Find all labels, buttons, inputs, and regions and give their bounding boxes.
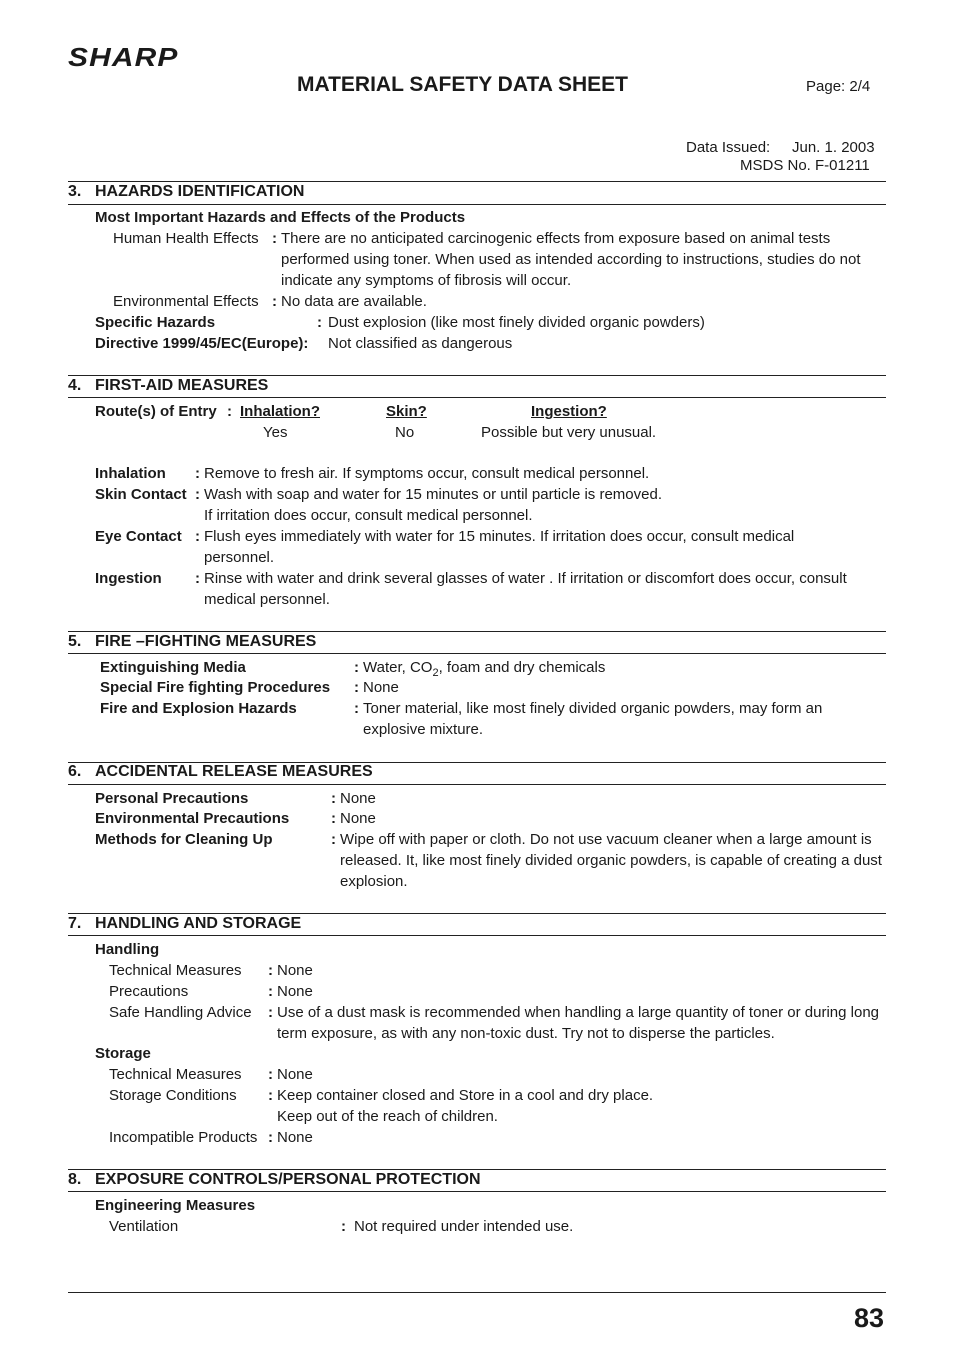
environmental-precautions-label: Environmental Precautions [95,810,290,827]
extinguishing-media-label: Extinguishing Media [100,659,246,676]
storage-subheading: Storage [95,1045,151,1062]
colon: : [331,810,336,827]
colon: : [272,293,277,310]
page-indicator: Page: 2/4 [806,78,871,95]
section-title: HANDLING AND STORAGE [95,915,302,932]
ingestion-label: Ingestion [95,570,162,587]
ventilation-label: Ventilation [109,1218,179,1235]
issued-label: Data Issued: [686,139,771,156]
section-divider [68,653,886,654]
colon: : [272,230,277,247]
route-of-entry-label: Route(s) of Entry [95,403,217,420]
sharp-logo: SHARP [68,42,179,72]
skin-contact-label: Skin Contact [95,486,187,503]
section-divider [68,375,886,376]
colon: : [227,403,232,420]
human-health-label: Human Health Effects [113,230,259,247]
special-procedures-text: None [363,679,399,696]
handling-technical-text: None [277,962,313,979]
section-divider [68,181,886,182]
incompatible-products-text: None [277,1129,313,1146]
personal-precautions-text: None [340,790,376,807]
section-divider [68,397,886,398]
colon: : [331,831,336,848]
section-divider [68,1191,886,1192]
issued-date: Jun. 1. 2003 [792,139,875,156]
section-6-heading [68,763,373,781]
inhalation-column-header: Inhalation? [240,403,320,420]
section-number: 4. [68,377,82,394]
colon: : [268,962,273,979]
skin-column-header: Skin? [386,403,427,420]
directive-label: Directive 1999/45/EC(Europe): [95,335,309,352]
page-number: 83 [853,1303,884,1333]
handling-technical-label: Technical Measures [109,962,242,979]
storage-conditions-text-2: Keep out of the reach of children. [277,1108,498,1125]
specific-hazards-label: Specific Hazards [95,314,216,331]
colon: : [195,465,200,482]
environmental-precautions-text: None [340,810,376,827]
inhalation-text: Remove to fresh air. If symptoms occur, consult medical personnel. [204,465,650,482]
storage-technical-label: Technical Measures [109,1066,242,1083]
section-7-heading [68,915,301,933]
section-title: ACCIDENTAL RELEASE MEASURES [95,763,373,780]
section-3-heading [68,183,304,201]
footer-divider [68,1292,886,1293]
inhalation-label: Inhalation [95,465,166,482]
document-title: MATERIAL SAFETY DATA SHEET [297,73,628,96]
section-4-heading [68,377,268,395]
msds-number: MSDS No. F-01211 [740,157,870,174]
section-divider [68,913,886,914]
section-number: 7. [68,915,82,932]
specific-hazards-text: Dust explosion (like most finely divided organic powders) [328,314,705,331]
section-title: HAZARDS IDENTIFICATION [95,183,305,200]
section-title: EXPOSURE CONTROLS/PERSONAL PROTECTION [95,1171,481,1188]
skin-contact-text-2: If irritation does occur, consult medical personnel. [204,507,533,524]
human-health-text: There are no anticipated carcinogenic effects from exposure based on animal tests performed using toner. When used as intended according to instructions, studies do not indicate any symptoms of fibrosis will occur. [281,230,861,289]
section-divider [68,935,886,936]
colon: : [317,314,322,331]
section-divider [68,204,886,205]
colon: : [268,1129,273,1146]
safe-handling-text: Use of a dust mask is recommended when handling a large quantity of toner or during long term exposure, as with any non-toxic dust. Try not to disperse the particles. [277,1004,880,1042]
colon: : [268,1004,273,1021]
section-number: 6. [68,763,82,780]
hazards-subtitle: Most Important Hazards and Effects of the Products [95,209,466,226]
ventilation-text: Not required under intended use. [354,1218,574,1235]
storage-conditions-label: Storage Conditions [109,1087,237,1104]
explosion-hazards-text: Toner material, like most finely divided organic powders, may form an explosive mixture. [363,700,823,738]
colon: : [331,790,336,807]
colon: : [195,528,200,545]
environmental-effects-label: Environmental Effects [113,293,259,310]
colon: : [195,486,200,503]
handling-precautions-text: None [277,983,313,1000]
colon: : [354,700,359,717]
section-divider [68,784,886,785]
section-number: 5. [68,633,82,650]
section-divider [68,631,886,632]
colon: : [268,983,273,1000]
safe-handling-label: Safe Handling Advice [109,1004,252,1021]
section-5-heading [68,633,316,651]
section-title: FIRE –FIGHTING MEASURES [95,633,317,650]
section-8-heading [68,1171,481,1189]
colon: : [341,1218,346,1235]
directive-text: Not classified as dangerous [328,335,513,352]
section-number: 3. [68,183,82,200]
colon: : [354,659,359,676]
section-number: 8. [68,1171,82,1188]
inhalation-answer: Yes [263,424,288,441]
colon: : [268,1066,273,1083]
colon: : [354,679,359,696]
section-divider [68,1169,886,1170]
explosion-hazards-label: Fire and Explosion Hazards [100,700,297,717]
handling-precautions-label: Precautions [109,983,189,1000]
handling-subheading: Handling [95,941,160,958]
eye-contact-label: Eye Contact [95,528,182,545]
storage-conditions-text-1: Keep container closed and Store in a cool and dry place. [277,1087,654,1104]
special-procedures-label: Special Fire fighting Procedures [100,679,331,696]
colon: : [268,1087,273,1104]
ingestion-text: Rinse with water and drink several glasses of water . If irritation or discomfort does occur, consult medical personnel. [204,570,847,608]
skin-answer: No [395,424,415,441]
ingestion-column-header: Ingestion? [531,403,607,420]
section-title: FIRST-AID MEASURES [95,377,269,394]
colon: : [195,570,200,587]
skin-contact-text-1: Wash with soap and water for 15 minutes or until particle is removed. [204,486,662,503]
cleaning-methods-label: Methods for Cleaning Up [95,831,273,848]
environmental-effects-text: No data are available. [281,293,427,310]
personal-precautions-label: Personal Precautions [95,790,249,807]
ingestion-answer: Possible but very unusual. [481,424,657,441]
cleaning-methods-text: Wipe off with paper or cloth. Do not use vacuum cleaner when a large amount is released. It, like most finely divided organic powders, is capable of creating a dust explosion. [340,831,882,890]
eye-contact-text: Flush eyes immediately with water for 15 minutes. If irritation does occur, consult medical personnel. [204,528,795,566]
extinguishing-media-text: Water, $CO_2$, foam and dry chemicals [363,659,606,679]
engineering-measures-subheading: Engineering Measures [95,1197,256,1214]
incompatible-products-label: Incompatible Products [109,1129,258,1146]
storage-technical-text: None [277,1066,313,1083]
